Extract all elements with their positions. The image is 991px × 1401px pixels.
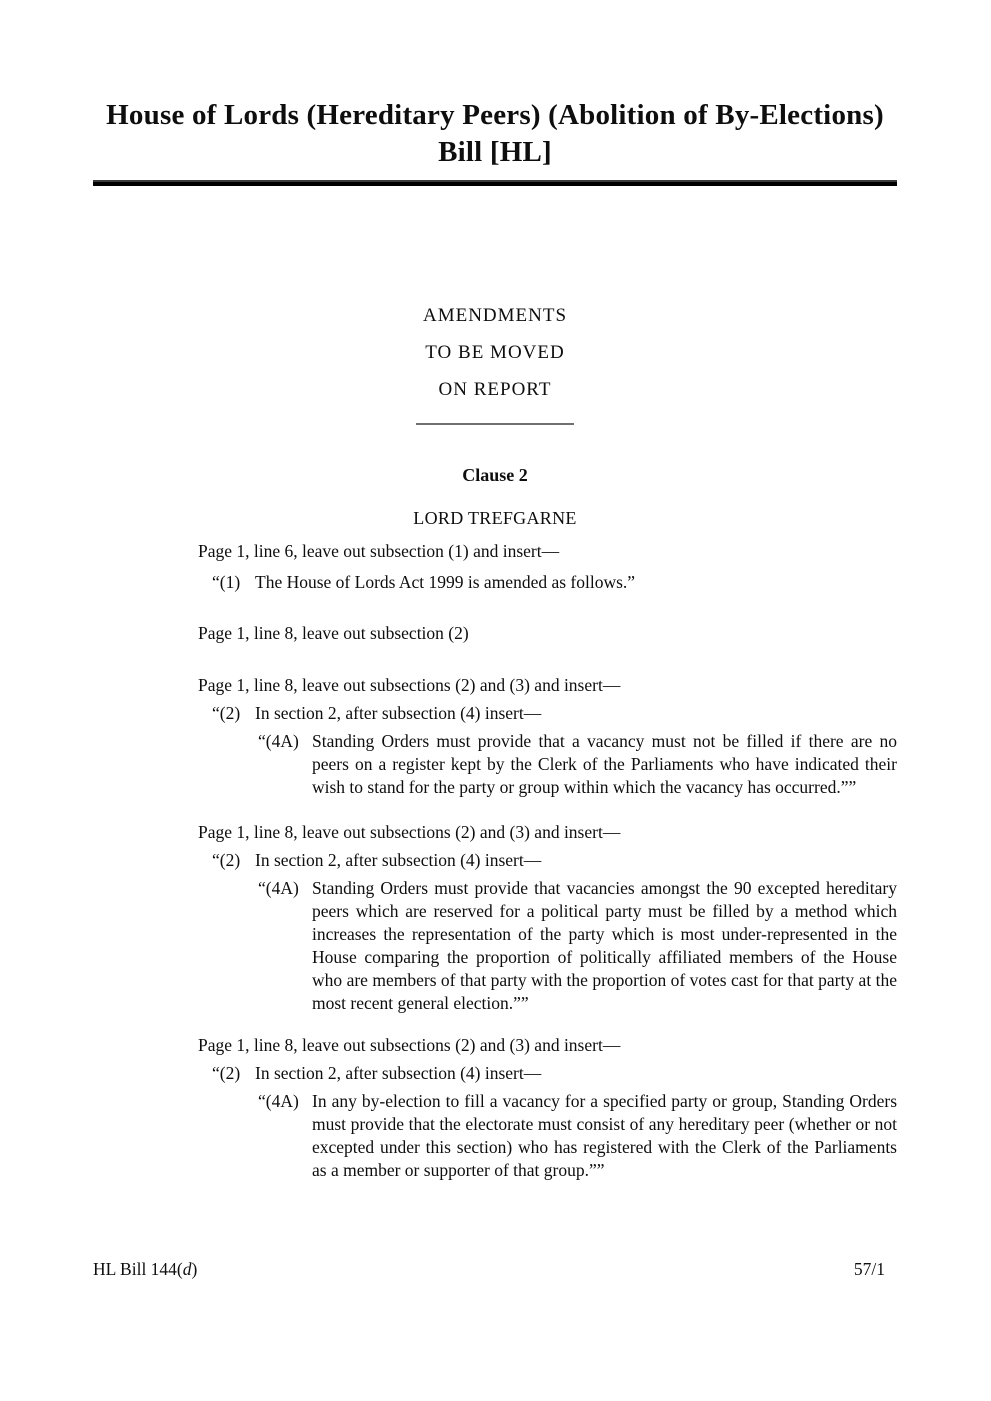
amendment-5-instruction: Page 1, line 8, leave out subsections (2) and (3) and insert— bbox=[198, 1035, 621, 1055]
amendments-list bbox=[93, 540, 897, 1182]
bill-number-letter: d bbox=[182, 1259, 192, 1279]
amendment-1 bbox=[93, 540, 897, 594]
amendment-4-subsection-label: “(2) bbox=[212, 850, 241, 870]
amendment-1-subsection-label: “(1) bbox=[212, 572, 241, 592]
amendment-5-provision-text: In any by-election to fill a vacancy for a specified party or group, Standing Orders must provide that the electorate must consist of any hereditary peer (whether or not excepted under this section) who has registered with the Clerk of the Parliaments as a member or supporter of that group.”” bbox=[312, 1091, 897, 1180]
amendments-heading-line-3: ON REPORT bbox=[438, 379, 552, 400]
amendment-3-inserted-provision bbox=[258, 730, 897, 799]
bill-number-prefix: HL Bill 144( bbox=[93, 1259, 183, 1279]
amendment-5 bbox=[93, 1034, 897, 1182]
amendment-3-instruction: Page 1, line 8, leave out subsections (2) and (3) and insert— bbox=[198, 675, 621, 695]
amendment-4-subsection bbox=[212, 849, 897, 872]
bill-title: House of Lords (Hereditary Peers) (Abolition of By-Elections) Bill [HL] bbox=[106, 99, 884, 168]
amendment-3-subsection bbox=[212, 702, 897, 725]
mover-name: LORD TREFGARNE bbox=[413, 508, 577, 528]
amendment-3 bbox=[93, 674, 897, 799]
amendment-2-instruction: Page 1, line 8, leave out subsection (2) bbox=[198, 623, 469, 643]
amendment-2 bbox=[93, 622, 897, 645]
amendment-4-instruction: Page 1, line 8, leave out subsections (2) and (3) and insert— bbox=[198, 822, 621, 842]
clause-heading: Clause 2 bbox=[462, 465, 528, 485]
amendment-3-provision-text: Standing Orders must provide that a vacancy must not be filled if there are no peers on a register kept by the Clerk of the Parliaments who have indicated their wish to stand for the party or group within which the vacancy has occurred.”” bbox=[312, 731, 897, 797]
amendments-heading-line-1: AMENDMENTS bbox=[422, 305, 568, 326]
bill-number bbox=[93, 1258, 197, 1281]
title-divider-rule bbox=[93, 180, 897, 186]
amendment-1-instruction: Page 1, line 6, leave out subsection (1) and insert— bbox=[198, 541, 560, 561]
amendment-1-subsection-text: The House of Lords Act 1999 is amended as follows.” bbox=[255, 572, 636, 592]
amendment-5-subsection bbox=[212, 1062, 897, 1085]
amendment-4-inserted-provision bbox=[258, 877, 897, 1015]
amendments-heading bbox=[93, 297, 897, 408]
amendment-5-inserted-provision bbox=[258, 1090, 897, 1182]
amendment-3-subsection-label: “(2) bbox=[212, 703, 241, 723]
serial-number: 57/1 bbox=[853, 1259, 885, 1279]
amendment-5-provision-label: “(4A) bbox=[258, 1091, 299, 1111]
amendment-3-provision-label: “(4A) bbox=[258, 731, 299, 751]
amendment-4-provision-text: Standing Orders must provide that vacancies amongst the 90 excepted hereditary peers which are reserved for a political party must be filled by a method which increases the representation of the party which is most under-represented in the House comparing the proportion of politically affiliated members of the House who are members of that party with the proportion of votes cast for that party at the most recent general election.”” bbox=[312, 878, 897, 1013]
amendment-3-subsection-text: In section 2, after subsection (4) insert— bbox=[255, 703, 542, 723]
amendment-4-provision-label: “(4A) bbox=[258, 878, 299, 898]
section-separator-rule bbox=[416, 423, 574, 425]
amendment-5-subsection-label: “(2) bbox=[212, 1063, 241, 1083]
amendment-1-subsection bbox=[212, 571, 897, 594]
amendment-4-subsection-text: In section 2, after subsection (4) insert— bbox=[255, 850, 542, 870]
amendments-heading-line-2: TO BE MOVED bbox=[425, 342, 565, 363]
bill-number-suffix: ) bbox=[191, 1259, 198, 1279]
amendment-5-subsection-text: In section 2, after subsection (4) insert— bbox=[255, 1063, 542, 1083]
page-footer bbox=[93, 1258, 897, 1281]
amendment-4 bbox=[93, 821, 897, 1015]
